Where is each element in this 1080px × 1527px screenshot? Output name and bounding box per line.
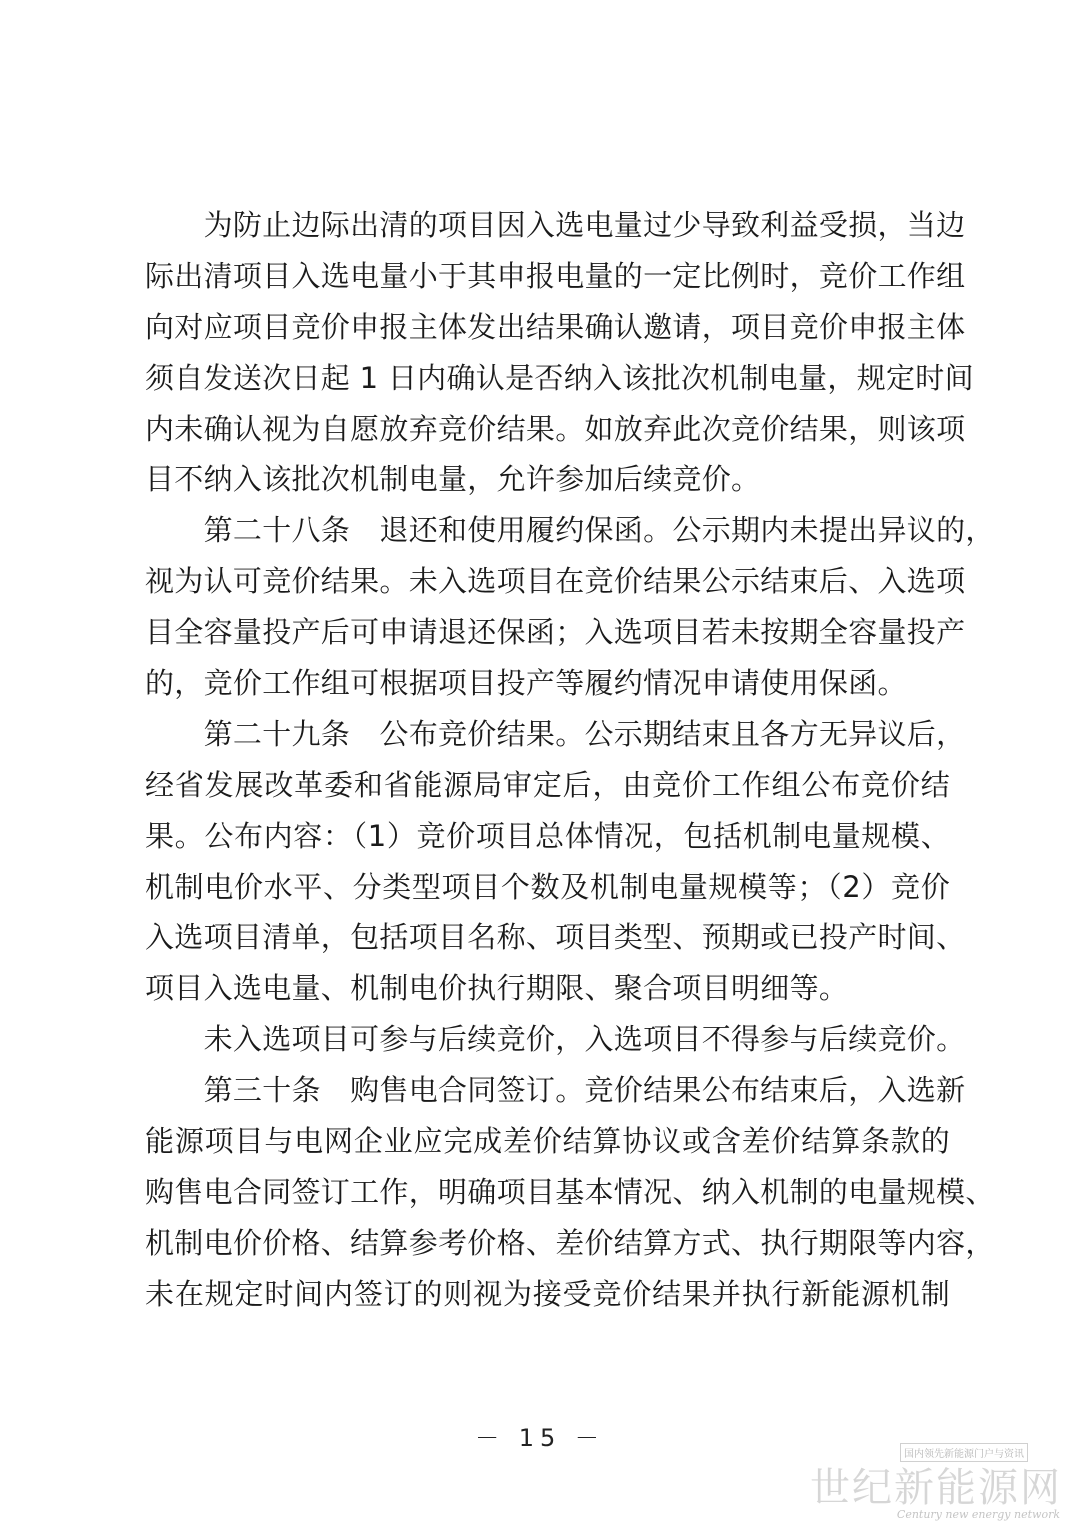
watermark-logo [810,1440,1072,1524]
text-line: 机制电价价格、结算参考价格、差价结算方式、执行期限等内容， [145,1225,995,1260]
text-line: 的，竞价工作组可根据项目投产等履约情况申请使用保函。 [145,666,907,701]
text-line: 目不纳入该批次机制电量，允许参加后续竞价。 [145,462,761,497]
text-line: 机制电价水平、分类型项目个数及机制电量规模等；（2）竞价 [145,869,950,904]
text-line: 内未确认视为自愿放弃竞价结果。如放弃此次竞价结果，则该项 [145,411,966,446]
text-line: 入选项目清单，包括项目名称、项目类型、预期或已投产时间、 [145,920,966,955]
page-number: － 15 － [475,1424,605,1452]
text-line: 未入选项目可参与后续竞价，入选项目不得参与后续竞价。 [145,1022,966,1057]
text-line: 未在规定时间内签订的则视为接受竞价结果并执行新能源机制 [145,1276,950,1311]
watermark-english: Century new energy network [896,1508,1060,1521]
text-line: 目全容量投产后可申请退还保函；入选项目若未按期全容量投产 [145,615,966,650]
text-line: 项目入选电量、机制电价执行期限、聚合项目明细等。 [145,971,849,1006]
watermark-brand: 世纪新能源网 [810,1465,1062,1511]
text-line: 能源项目与电网企业应完成差价结算协议或含差价结算条款的 [145,1124,950,1159]
text-line: 购售电合同签订工作，明确项目基本情况、纳入机制的电量规模、 [145,1174,995,1209]
watermark-tagline: 国内领先新能源门户与资讯 [900,1443,1028,1462]
text-line: 第二十九条 公布竞价结果。公示期结束且各方无异议后， [145,716,966,751]
body-text [145,200,995,1320]
text-line: 际出清项目入选电量小于其申报电量的一定比例时，竞价工作组 [145,258,966,293]
text-line: 向对应项目竞价申报主体发出结果确认邀请，项目竞价申报主体 [145,309,966,344]
text-line: 经省发展改革委和省能源局审定后，由竞价工作组公布竞价结 [145,767,950,802]
text-line: 须自发送次日起 1 日内确认是否纳入该批次机制电量，规定时间 [145,360,974,395]
text-line: 第三十条 购售电合同签订。竞价结果公布结束后，入选新 [145,1073,966,1108]
text-line: 果。公布内容：（1）竞价项目总体情况，包括机制电量规模、 [145,818,950,853]
text-line: 为防止边际出清的项目因入选电量过少导致利益受损，当边 [145,208,966,242]
text-line: 视为认可竞价结果。未入选项目在竞价结果公示结束后、入选项 [145,564,966,599]
text-line: 第二十八条 退还和使用履约保函。公示期内未提出异议的， [145,513,995,548]
